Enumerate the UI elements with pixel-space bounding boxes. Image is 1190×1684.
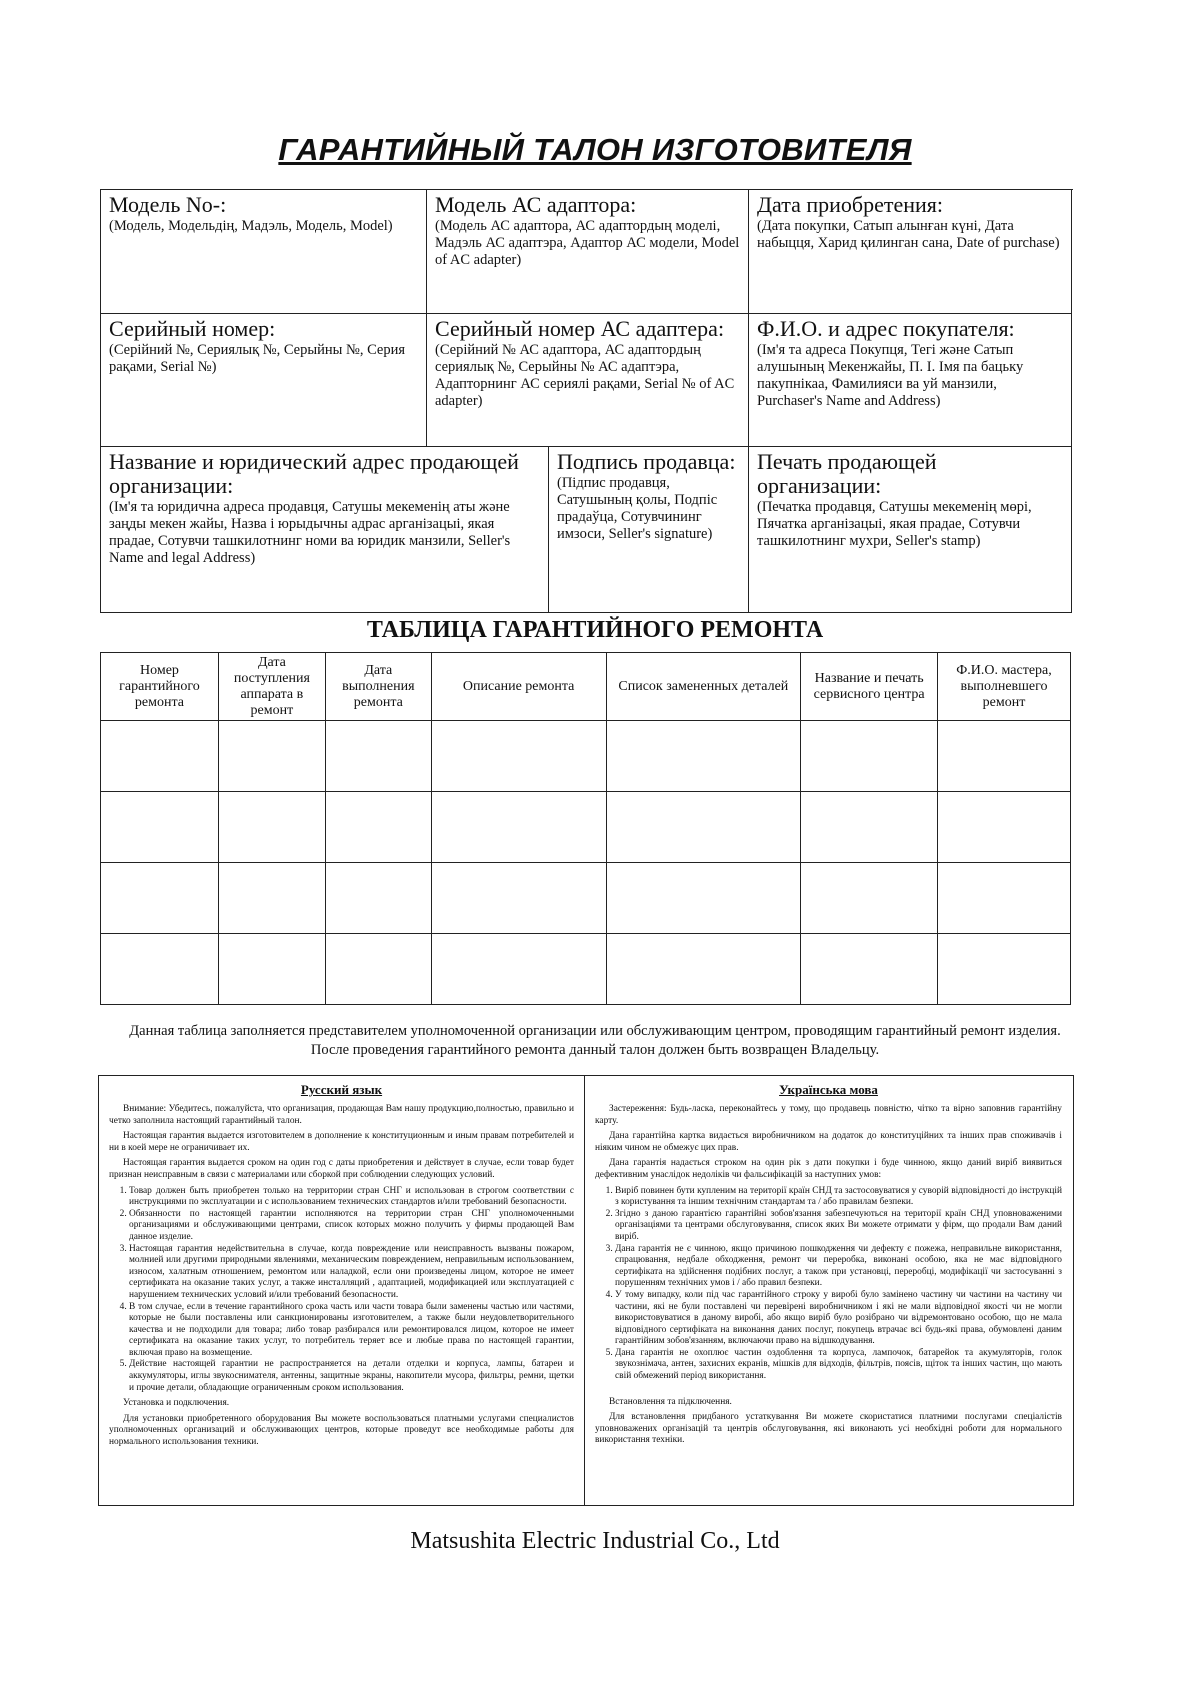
- col-header-description: Описание ремонта: [431, 653, 606, 721]
- seller-sign-sub: (Підпис продавця, Сатушының қолы, Подпіс прадаўца, Сотувчининг имзоси, Seller's signature): [557, 475, 718, 542]
- table-cell[interactable]: [801, 792, 938, 863]
- col-header-received-date: Дата поступления аппарата в ремонт: [218, 653, 325, 721]
- col-header-service-center: Название и печать сервисного центра: [801, 653, 938, 721]
- serial-field[interactable]: [101, 314, 427, 447]
- adapter-serial-field[interactable]: [427, 314, 749, 447]
- table-cell[interactable]: [938, 863, 1071, 934]
- model-field[interactable]: [101, 190, 427, 314]
- table-row: [101, 863, 1071, 934]
- serial-sub: (Серійний №, Сериялық №, Серыйны №, Серия рақами, Serial №): [109, 342, 406, 375]
- repair-table-note: [95, 1022, 1095, 1060]
- table-cell[interactable]: [801, 721, 938, 792]
- model-sub: (Модель, Модельдің, Мадэль, Модель, Model): [109, 218, 393, 234]
- list-item: 4. У тому випадку, коли під час гарантійного строку у виробі було замінено частину чи частини на частину чи частини, які не були поставлені чи перевірені виробничником і які не мали відповідної якості чи не могли використовуватися в даному виробі, або якщо виріб було розібрано чи відремонтовано особою, що не мала відповідного сертифіката на виконання даних послуг, покупець втрачає всі будь-які права, обумовлені даним гарантійним зобов'язанням, включаючи право на відшкодування.: [615, 1290, 1062, 1348]
- page-title: ГАРАНТИЙНЫЙ ТАЛОН ИЗГОТОВИТЕЛЯ: [278, 132, 912, 167]
- warranty-terms-box: [98, 1075, 1074, 1506]
- manufacturer-name: Matsushita Electric Industrial Co., Ltd: [410, 1528, 780, 1554]
- purchase-date-field[interactable]: [749, 190, 1072, 314]
- table-cell[interactable]: [325, 934, 431, 1005]
- terms-ua-conditions: [595, 1186, 1062, 1383]
- terms-ru-install-text: Для установки приобретенного оборудования Вы можете воспользоваться платными услугами специалистов уполномоченных организаций и обслуживающих центров, которые проведут все необходимые работы для нормального использования техники.: [109, 1413, 574, 1448]
- adapter-model-sub: (Модель АС адаптора, АС адаптордың моделі, Мадэль АС адаптэра, Адаптор АС модели, Model of AC adapter): [435, 218, 740, 268]
- table-cell[interactable]: [218, 792, 325, 863]
- table-cell[interactable]: [101, 934, 219, 1005]
- terms-ua-paragraph: Застереження: Будь-ласка, переконайтесь у тому, що продавець повністю, чітко та вірно заповнив гарантійну карту.: [595, 1104, 1062, 1126]
- seller-sign-field[interactable]: [549, 447, 749, 613]
- table-cell[interactable]: [431, 863, 606, 934]
- repair-note-line-1: Данная таблица заполняется представителем уполномоченной организации или обслуживающим центром, проводящим гарантийный ремонт изделия.: [129, 1023, 1061, 1039]
- list-item: 1. Товар должен быть приобретен только на территории стран СНГ и использован в строгом соответствии с инструкциями по эксплуатации и с использованием технических стандартов и/или требований безопасности.: [129, 1186, 574, 1209]
- list-item: 3. Настоящая гарантия недействительна в случае, когда повреждение или неисправность вызваны пожаром, молнией или другими природными явлениями, механическим повреждением, неправильным использованием, износом, халатным отношением, ремонтом или наладкой, если они произведены лицом, которое не имеет сертификата на оказание таких услуг, а также инсталляций , адаптацией, модификацией или эксплуатацией с нарушением технических условий и/или требований безопасности.: [129, 1244, 574, 1302]
- col-header-completed-date: Дата выполнения ремонта: [325, 653, 431, 721]
- list-item: 5. Дана гарантія не охоплює частин оздоблення та корпуса, лампочок, батарейок та акумуляторів, голок звукознімача, антен, захисних екранів, мішків для відходів, фільтрів, поясів, щіток та інших частин, що мають свій обмежений період використання.: [615, 1348, 1062, 1383]
- table-cell[interactable]: [101, 721, 219, 792]
- repair-table-header: [101, 653, 1071, 721]
- terms-ru-paragraph: Настоящая гарантия выдается изготовителем в дополнение к конституционным и иным правам потребителей и ни в коей мере не ограничивает их.: [109, 1131, 574, 1153]
- table-cell[interactable]: [218, 934, 325, 1005]
- table-cell[interactable]: [938, 792, 1071, 863]
- table-cell[interactable]: [938, 934, 1071, 1005]
- seller-stamp-field[interactable]: [749, 447, 1072, 613]
- model-label: Модель No-:: [109, 192, 227, 217]
- table-cell[interactable]: [218, 721, 325, 792]
- terms-ua-install-title: Встановлення та підключення.: [609, 1396, 732, 1407]
- adapter-serial-label: Серийный номер АС адаптера:: [435, 316, 725, 341]
- table-row: [101, 934, 1071, 1005]
- table-cell[interactable]: [431, 792, 606, 863]
- terms-ua-install-text: Для встановлення придбаного устаткування Ви можете скористатися платними послугами спеціалістів уповноважених організацій та центрів обслуговування, які виконають усі необхідні роботи для нормального використання техніки.: [595, 1412, 1062, 1446]
- serial-label: Серийный номер:: [109, 316, 276, 341]
- table-cell[interactable]: [101, 792, 219, 863]
- repair-table: [100, 652, 1071, 1005]
- table-cell[interactable]: [606, 863, 801, 934]
- list-item: 5. Действие настоящей гарантии не распространяется на детали отделки и корпуса, лампы, батареи и аккумуляторы, иглы звукоснимателя, антенны, защитные экраны, накопители мусора, фильтры, ремни, щетки и прочие детали, обладающие ограниченным сроком использования.: [129, 1359, 574, 1394]
- list-item: 2. Згідно з даною гарантією гарантійні зобов'язання забезпечуються на території країн СНД уповноваженими організаціями та центрами обслуговування, список яких Ви можете отримати у фірм, що продали Вам даний виріб.: [615, 1209, 1062, 1244]
- terms-ua-paragraph: Дана гарантійна картка видається виробничником на додаток до конституційних та інших прав споживачів і ніяким чином не обмежує цих прав.: [595, 1131, 1062, 1153]
- terms-ukrainian: [585, 1076, 1072, 1505]
- list-item: 3. Дана гарантія не є чинною, якщо причиною пошкодження чи дефекту є пожежа, неправильне використання, спрацювання, недбале обходження, ремонт чи переробка, виконані особою, яка не має відповідного сертифіката на здійснення подібних послуг, а також при установці, переробці, модифікації чи застосуванні з порушенням технічних умов і / або правил безпеки.: [615, 1244, 1062, 1290]
- table-cell[interactable]: [218, 863, 325, 934]
- table-row: [101, 721, 1071, 792]
- terms-ru-paragraph: Внимание: Убедитесь, пожалуйста, что организация, продающая Вам нашу продукцию,полностью, правильно и четко заполнила настоящий гарантийный талон.: [109, 1104, 574, 1126]
- repair-note-line-2: После проведения гарантийного ремонта данный талон должен быть возвращен Владельцу.: [310, 1042, 880, 1058]
- terms-ru-heading: Русский язык: [300, 1082, 383, 1097]
- table-cell[interactable]: [606, 721, 801, 792]
- terms-ua-paragraph: Дана гарантія надається строком на один рік з дати покупки і буде чинною, якщо даний виріб виявиться дефективним унаслідок недоліків чи фальсифікацій за наступних умов:: [595, 1158, 1062, 1180]
- terms-ru-paragraph: Настоящая гарантия выдается сроком на один год с даты приобретения и действует в случае, если товар будет признан неисправным в связи с материалами или сборкой при соблюдении следующих условий.: [109, 1158, 574, 1180]
- table-row: [101, 792, 1071, 863]
- table-cell[interactable]: [325, 721, 431, 792]
- col-header-replaced-parts: Список замененных деталей: [606, 653, 801, 721]
- adapter-model-field[interactable]: [427, 190, 749, 314]
- list-item: 4. В том случае, если в течение гарантийного срока часть или части товара были заменены частью или частями, которые не были поставлены или санкционированы изготовителем, а также были неудовлетворительного качества и не подходили для товара; либо товар разбирался или ремонтировался лицом, которое не имеет сертификата на оказание таких услуг, то потребитель теряет все и любые права по настоящей гарантии, включая право на возмещение.: [129, 1302, 574, 1360]
- table-cell[interactable]: [101, 863, 219, 934]
- repair-table-title: ТАБЛИЦА ГАРАНТИЙНОГО РЕМОНТА: [366, 617, 824, 643]
- adapter-model-label: Модель АС адаптора:: [435, 192, 637, 217]
- table-cell[interactable]: [938, 721, 1071, 792]
- col-header-technician: Ф.И.О. мастера, выполневшего ремонт: [938, 653, 1071, 721]
- table-cell[interactable]: [801, 934, 938, 1005]
- seller-org-field[interactable]: [101, 447, 549, 613]
- seller-stamp-sub: (Печатка продавця, Сатушы мекеменің мөрі, Пячатка арганізацыі, якая прадае, Сотувчи ташкилотнинг мухри, Seller's stamp): [757, 499, 1032, 549]
- purchase-date-label: Дата приобретения:: [757, 192, 944, 217]
- table-cell[interactable]: [606, 934, 801, 1005]
- table-cell[interactable]: [325, 863, 431, 934]
- seller-sign-label: Подпись продавца:: [557, 449, 736, 474]
- warranty-info-grid: [100, 189, 1073, 613]
- table-cell[interactable]: [325, 792, 431, 863]
- terms-ru-install-title: Установка и подключения.: [123, 1398, 230, 1409]
- seller-org-label: Название и юридический адрес продающей организации:: [109, 449, 519, 498]
- table-cell[interactable]: [431, 721, 606, 792]
- list-item: 2. Обязанности по настоящей гарантии исполняются на территории стран СНГ уполномоченными организациями и обслуживающими центрами, список которых можно получить у фирмы продающей Вам данное изделие.: [129, 1209, 574, 1244]
- list-item: 1. Виріб повинен бути купленим на території країн СНД та застосовуватися у суворій відповідності до інструкцій з користування та іншим технічним стандартам та / або правилам безпеки.: [615, 1186, 1062, 1209]
- terms-ru-conditions: [109, 1186, 574, 1395]
- seller-org-sub: (Ім'я та юридична адреса продавця, Сатушы мекеменің аты және заңды мекен жайы, Назва і юрыдычны адрас арганізацыі, якая прадае, Сотувчи ташкилотнинг номи ва юридик манзили, Seller's Name and legal Address): [109, 499, 511, 566]
- adapter-serial-sub: (Серійний № АС адаптора, АС адаптордың сериялық №, Серыйны № АС адаптэра, Адапторнинг АС сериялi рақами, Serial № of AC adapter): [435, 342, 735, 409]
- buyer-field[interactable]: [749, 314, 1072, 447]
- col-header-repair-number: Номер гарантийного ремонта: [101, 653, 219, 721]
- table-cell[interactable]: [801, 863, 938, 934]
- seller-stamp-label: Печать продающей организации:: [757, 449, 937, 498]
- terms-ua-heading: Українська мова: [779, 1082, 878, 1097]
- table-cell[interactable]: [606, 792, 801, 863]
- buyer-sub: (Ім'я та адреса Покупця, Тегі және Сатып алушының Мекенжайы, П. І. Імя па бацьку пакупнікаа, Фамилияси ва уй манзили, Purchaser's Name and Address): [757, 342, 1024, 409]
- table-cell[interactable]: [431, 934, 606, 1005]
- buyer-label: Ф.И.О. и адрес покупателя:: [757, 316, 1015, 341]
- terms-russian: [99, 1076, 585, 1505]
- purchase-date-sub: (Дата покупки, Сатып алынған күні, Дата набыцця, Харид қилинган сана, Date of purchase): [757, 218, 1060, 251]
